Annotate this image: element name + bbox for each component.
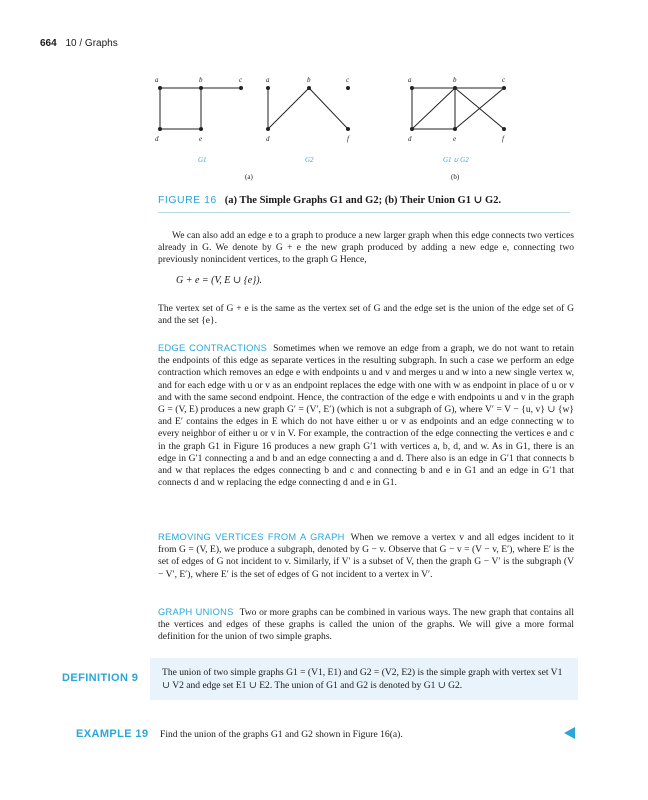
g2-label-d: d	[266, 135, 270, 143]
graph-g2	[268, 88, 348, 129]
section-edge-contractions	[158, 342, 574, 489]
g2-label-f: f	[347, 135, 349, 143]
g1-label-c: c	[239, 76, 243, 84]
heading-graph-unions: GRAPH UNIONS	[158, 607, 234, 617]
graph-g1	[160, 88, 241, 129]
example-text: Find the union of the graphs G1 and G2 shown in Figure 16(a).	[160, 729, 403, 740]
union-label-d: d	[408, 135, 412, 143]
g1-vertex-a	[158, 86, 162, 90]
union-vertex-a	[410, 86, 414, 90]
g1-label-d: d	[155, 135, 159, 143]
g2-label-b: b	[307, 76, 311, 84]
definition-label: DEFINITION 9	[62, 672, 139, 684]
figure-caption-text: (a) The Simple Graphs G1 and G2; (b) Their Union G1 ∪ G2.	[224, 195, 502, 206]
g1-graph-label: G1	[198, 156, 207, 164]
figure-caption	[158, 194, 501, 206]
part-a-label: (a)	[245, 173, 253, 181]
running-head: 10 / Graphs	[65, 38, 118, 49]
page-number: 664	[40, 38, 57, 49]
g2-label-a: a	[266, 76, 270, 84]
g2-vertex-c	[346, 86, 350, 90]
g1-vertex-e	[199, 127, 203, 131]
section-removing-vertices	[158, 531, 574, 581]
text-removing-vertices: When we remove a vertex v and all edges incident to it from G = (V, E), we produce a subgraph, denoted by G − v. Observe that G − v = (V − v, E′), where E′ is the set of edges of G not incident to v. Similarly, if V′ is a subset of V, then the graph G − V′ is the subgraph (V − V′, E′), where E′ is the set of edges of G not incident to a vertex in V′.	[158, 532, 574, 580]
caption-divider	[158, 212, 570, 213]
heading-edge-contractions: EDGE CONTRACTIONS	[158, 343, 268, 353]
g1-label-a: a	[155, 76, 159, 84]
union-vertex-f	[502, 127, 506, 131]
text-graph-unions: Two or more graphs can be combined in various ways. The new graph that contains all the vertices and edges of these graphs is called the union of the graphs. We will give a more formal definition for the union of two simple graphs.	[158, 607, 574, 643]
g2-vertex-a	[266, 86, 270, 90]
end-of-example-triangle-icon	[564, 727, 575, 739]
text-edge-contractions: Sometimes when we remove an edge from a graph, we do not want to retain the endpoints of this edge as separate vertices in the resulting subgraph. In such a case we perform an edge contraction which removes an edge e with endpoints u and v and merges u and w into a new single vertex w, and for each edge with u or v as an endpoint replaces the edge with one with w as endpoint in place of u or v and with the same second endpoint. Hence, the contraction of the edge e with endpoints u and v in the graph G = (V, E) produces a new graph G′ = (V′, E′) (which is not a subgraph of G), where V′ = V − {u, v} ∪ {w} and E′ contains the edges in E which do not have either u or v as endpoints and an edge connecting w to every neighbor of either u or v in V. For example, the contraction of the edge connecting the vertices e and c in the graph G1 in Figure 16 produces a new graph G′1 with vertices a, b, d, and w. As in G1, there is an edge in G′1 connecting a and b and an edge connecting a and d. There also is an edge in G′1 that connects b and w that replaces the edges connecting b and c and connecting b and e in G1 and an edge in G′1 that connects d and w replacing the edge connecting d and e in G1.	[158, 343, 574, 489]
paragraph-vertex-set: The vertex set of G + e is the same as the vertex set of G and the edge set is the union of the edge set of G and the set {e}.	[158, 303, 574, 327]
union-label-c: c	[502, 76, 506, 84]
union-label-e: e	[453, 135, 457, 143]
definition-text: The union of two simple graphs G1 = (V1, E1) and G2 = (V2, E2) is the simple graph with vertex set V1 ∪ V2 and edge set E1 ∪ E2. The union of G1 and G2 is denoted by G1 ∪ G2.	[162, 667, 563, 691]
union-label-f: f	[502, 135, 504, 143]
g2-vertex-d	[266, 127, 270, 131]
g1-vertex-b	[199, 86, 203, 90]
part-b-label: (b)	[451, 173, 460, 181]
equation-add-edge: G + e = (V, E ∪ {e}).	[176, 275, 263, 286]
union-label-a: a	[408, 76, 412, 84]
union-label-b: b	[453, 76, 457, 84]
g1-vertex-d	[158, 127, 162, 131]
graph-union	[412, 88, 504, 129]
running-header	[40, 38, 118, 49]
figure-caption-label: FIGURE 16	[158, 194, 217, 206]
g2-vertex-b	[307, 86, 311, 90]
paragraph-add-edge: We can also add an edge e to a graph to produce a new larger graph when this edge connects two vertices already in G. We denote by G + e the new graph produced by adding a new edge e, connecting two previously nonincident vertices, to the graph G Hence,	[158, 230, 574, 266]
section-graph-unions	[158, 606, 574, 644]
union-graph-label: G1 ∪ G2	[443, 156, 469, 164]
g1-label-b: b	[199, 76, 203, 84]
union-vertex-d	[410, 127, 414, 131]
g1-vertex-c	[239, 86, 243, 90]
g2-label-c: c	[346, 76, 350, 84]
figure-16-graphs	[140, 68, 520, 186]
g2-graph-label: G2	[305, 156, 314, 164]
heading-removing-vertices: REMOVING VERTICES FROM A GRAPH	[158, 532, 345, 542]
union-vertex-e	[453, 127, 457, 131]
g2-vertex-f	[346, 127, 350, 131]
union-vertex-b	[453, 86, 457, 90]
example-label: EXAMPLE 19	[76, 728, 149, 740]
g1-label-e: e	[199, 135, 203, 143]
union-vertex-c	[502, 86, 506, 90]
